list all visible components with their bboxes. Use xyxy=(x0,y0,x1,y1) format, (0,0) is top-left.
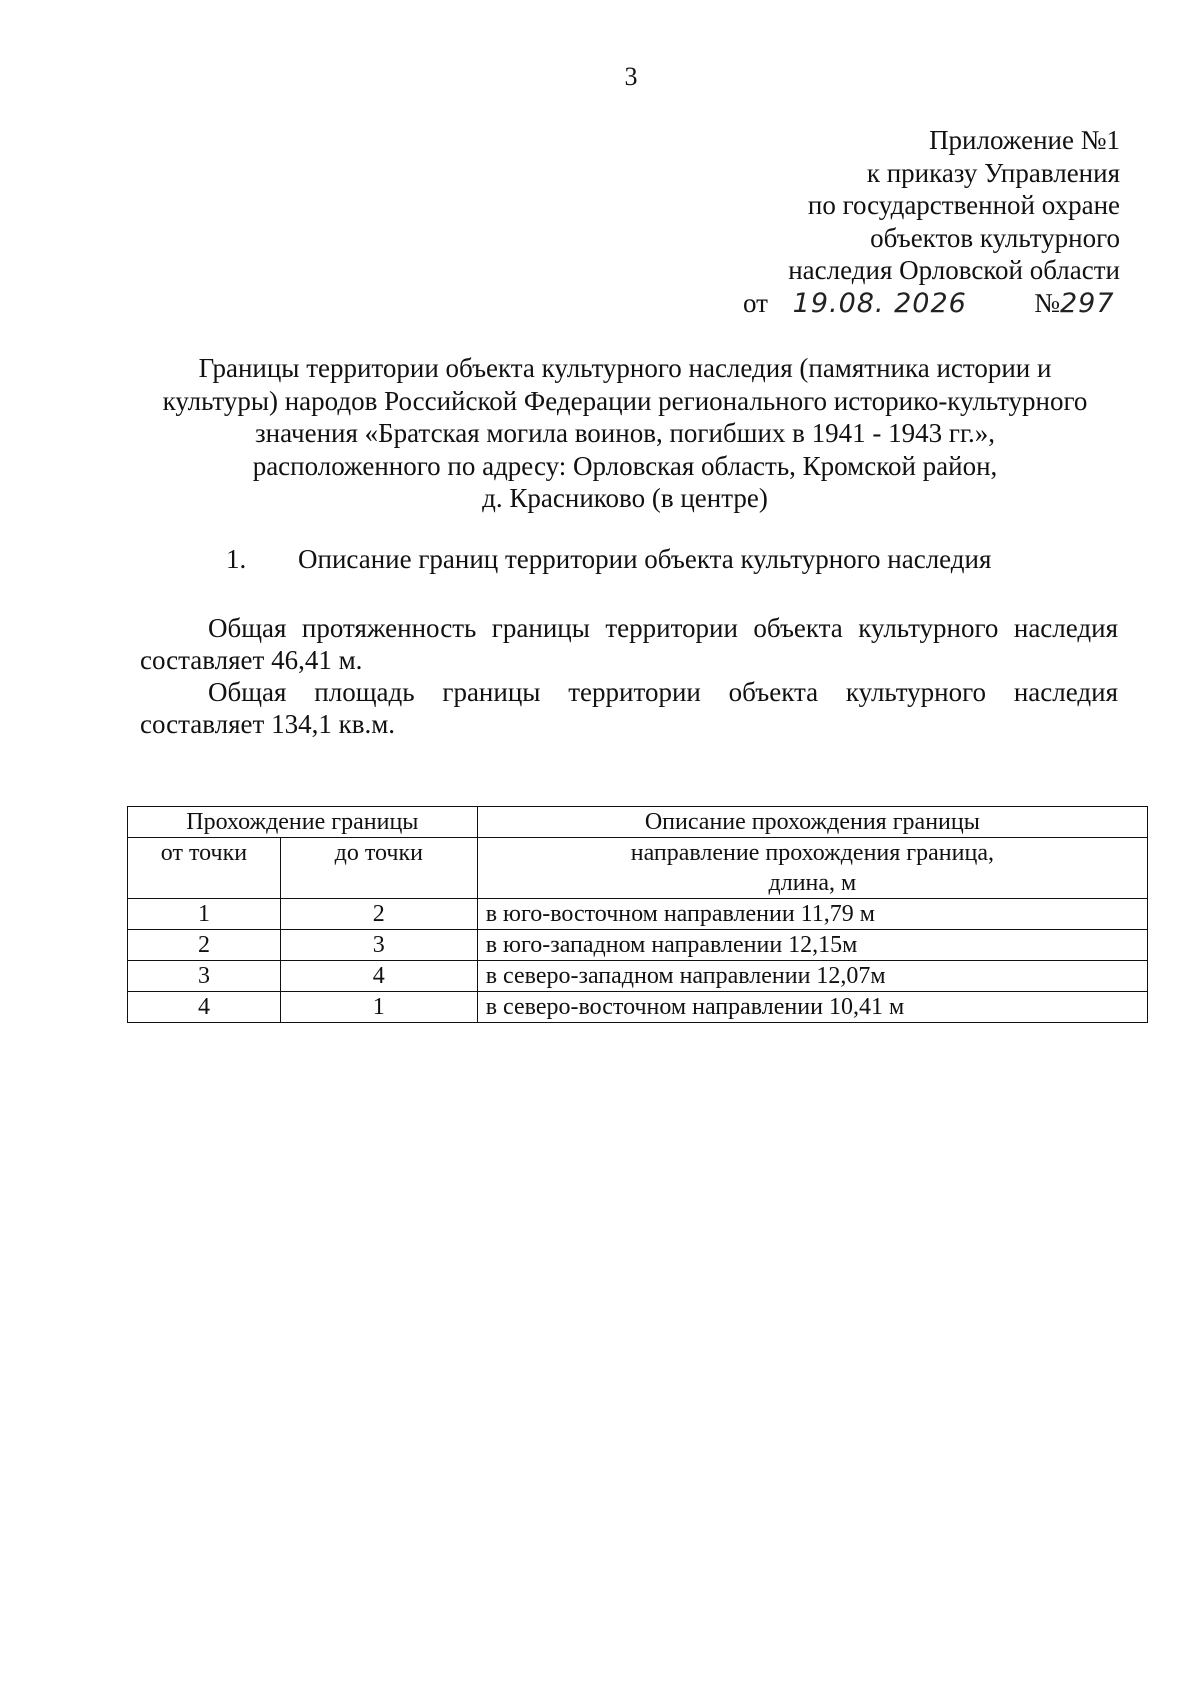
cell-to: 4 xyxy=(280,961,477,992)
title-line: Границы территории объекта культурного наследия (памятника истории и xyxy=(198,353,1052,383)
cell-from: 1 xyxy=(128,899,281,930)
table-column-header-row xyxy=(128,838,1148,899)
date-prefix: от xyxy=(743,287,768,318)
table-row xyxy=(128,899,1148,930)
header-length-line: длина, м xyxy=(768,870,857,896)
page-number: 3 xyxy=(624,62,638,91)
table-row xyxy=(128,992,1148,1023)
cell-description: в юго-западном направлении 12,15м xyxy=(477,930,1147,961)
appendix-line: наследия Орловской области xyxy=(788,255,1120,285)
appendix-line: объектов культурного xyxy=(870,222,1120,253)
table-group-header-row xyxy=(128,807,1148,838)
boundary-table xyxy=(127,806,1148,1023)
cell-description: в северо-восточном направлении 10,41 м xyxy=(477,992,1147,1023)
section-heading xyxy=(226,544,1126,575)
number-prefix: № xyxy=(1034,287,1060,318)
header-boundary-description: Описание прохождения границы xyxy=(477,807,1147,838)
cell-to: 1 xyxy=(280,992,477,1023)
handwritten-order-number: 297 xyxy=(1060,287,1115,319)
cell-description: в юго-восточном направлении 11,79 м xyxy=(477,899,1147,930)
appendix-line: Приложение №1 xyxy=(929,125,1120,155)
header-from-point: от точки xyxy=(128,838,281,899)
paragraph-total-length: Общая протяженность границы территории объекта культурного наследия составляет 46,41 м. xyxy=(140,613,1118,675)
handwritten-date: 19.08. 2026 xyxy=(792,287,967,319)
cell-from: 4 xyxy=(128,992,281,1023)
cell-from: 2 xyxy=(128,930,281,961)
header-direction-length xyxy=(477,838,1147,899)
document-title xyxy=(130,352,1120,515)
table-row xyxy=(128,961,1148,992)
title-line: д. Красниково (в центре) xyxy=(482,483,768,513)
order-date-number-line xyxy=(520,287,1120,321)
header-boundary-passage: Прохождение границы xyxy=(128,807,478,838)
paragraph-total-area: Общая площадь границы территории объекта культурного наследия составляет 134,1 кв.м. xyxy=(140,677,1118,739)
cell-description: в северо-западном направлении 12,07м xyxy=(477,961,1147,992)
title-line: культуры) народов Российской Федерации регионального историко-культурного xyxy=(162,385,1088,416)
appendix-line: по государственной охране xyxy=(807,190,1120,220)
cell-to: 3 xyxy=(280,930,477,961)
section-number: 1. xyxy=(226,544,247,574)
header-to-point: до точки xyxy=(280,838,477,899)
section-heading-text: Описание границ территории объекта культурного наследия xyxy=(298,544,992,574)
header-direction-line: направление прохождения граница, xyxy=(630,840,994,866)
appendix-block xyxy=(520,124,1120,320)
cell-to: 2 xyxy=(280,899,477,930)
cell-from: 3 xyxy=(128,961,281,992)
appendix-line: к приказу Управления xyxy=(866,157,1120,188)
title-line: значения «Братская могила воинов, погибших в 1941 - 1943 гг.», xyxy=(255,418,995,448)
title-line: расположенного по адресу: Орловская область, Кромской район, xyxy=(252,450,998,481)
table-row xyxy=(128,930,1148,961)
